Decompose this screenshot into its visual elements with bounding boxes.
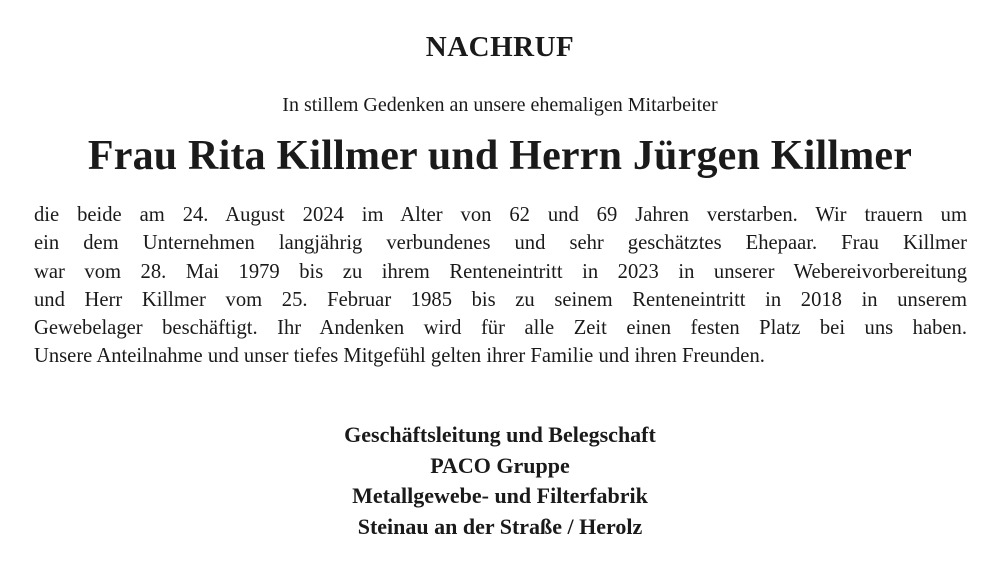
body-line: die beide am 24. August 2024 im Alter von 62 und 69 Jahren verstarben. Wir trauern um: [34, 204, 967, 226]
notice-heading: NACHRUF: [425, 31, 575, 63]
signature-line: Metallgewebe- und Filterfabrik: [352, 483, 648, 508]
signature-block: [0, 420, 1000, 542]
body-line: Gewebelager beschäftigt. Ihr Andenken wird für alle Zeit einen festen Platz bei uns haben.: [34, 317, 967, 340]
signature-line: Steinau an der Straße / Herolz: [357, 513, 643, 539]
signature-line: Geschäftsleitung und Belegschaft: [344, 422, 656, 447]
deceased-names: Frau Rita Killmer und Herrn Jürgen Killmer: [87, 133, 913, 179]
signature-line: PACO Gruppe: [430, 452, 570, 478]
body-line: Unsere Anteilnahme und unser tiefes Mitgefühl gelten ihrer Familie und ihren Freunden.: [34, 345, 765, 368]
body-line: ein dem Unternehmen langjährig verbundenes und sehr geschätztes Ehepaar. Frau Killmer: [34, 232, 967, 255]
notice-body: [34, 201, 967, 371]
intro-line: In stillem Gedenken an unsere ehemaligen Mitarbeiter: [282, 94, 718, 116]
body-line: und Herr Killmer vom 25. Februar 1985 bis zu seinem Renteneintritt in 2018 in unserem: [34, 288, 967, 311]
body-line: war vom 28. Mai 1979 bis zu ihrem Renteneintritt in 2023 in unserer Webereivorbereitung: [34, 260, 967, 283]
